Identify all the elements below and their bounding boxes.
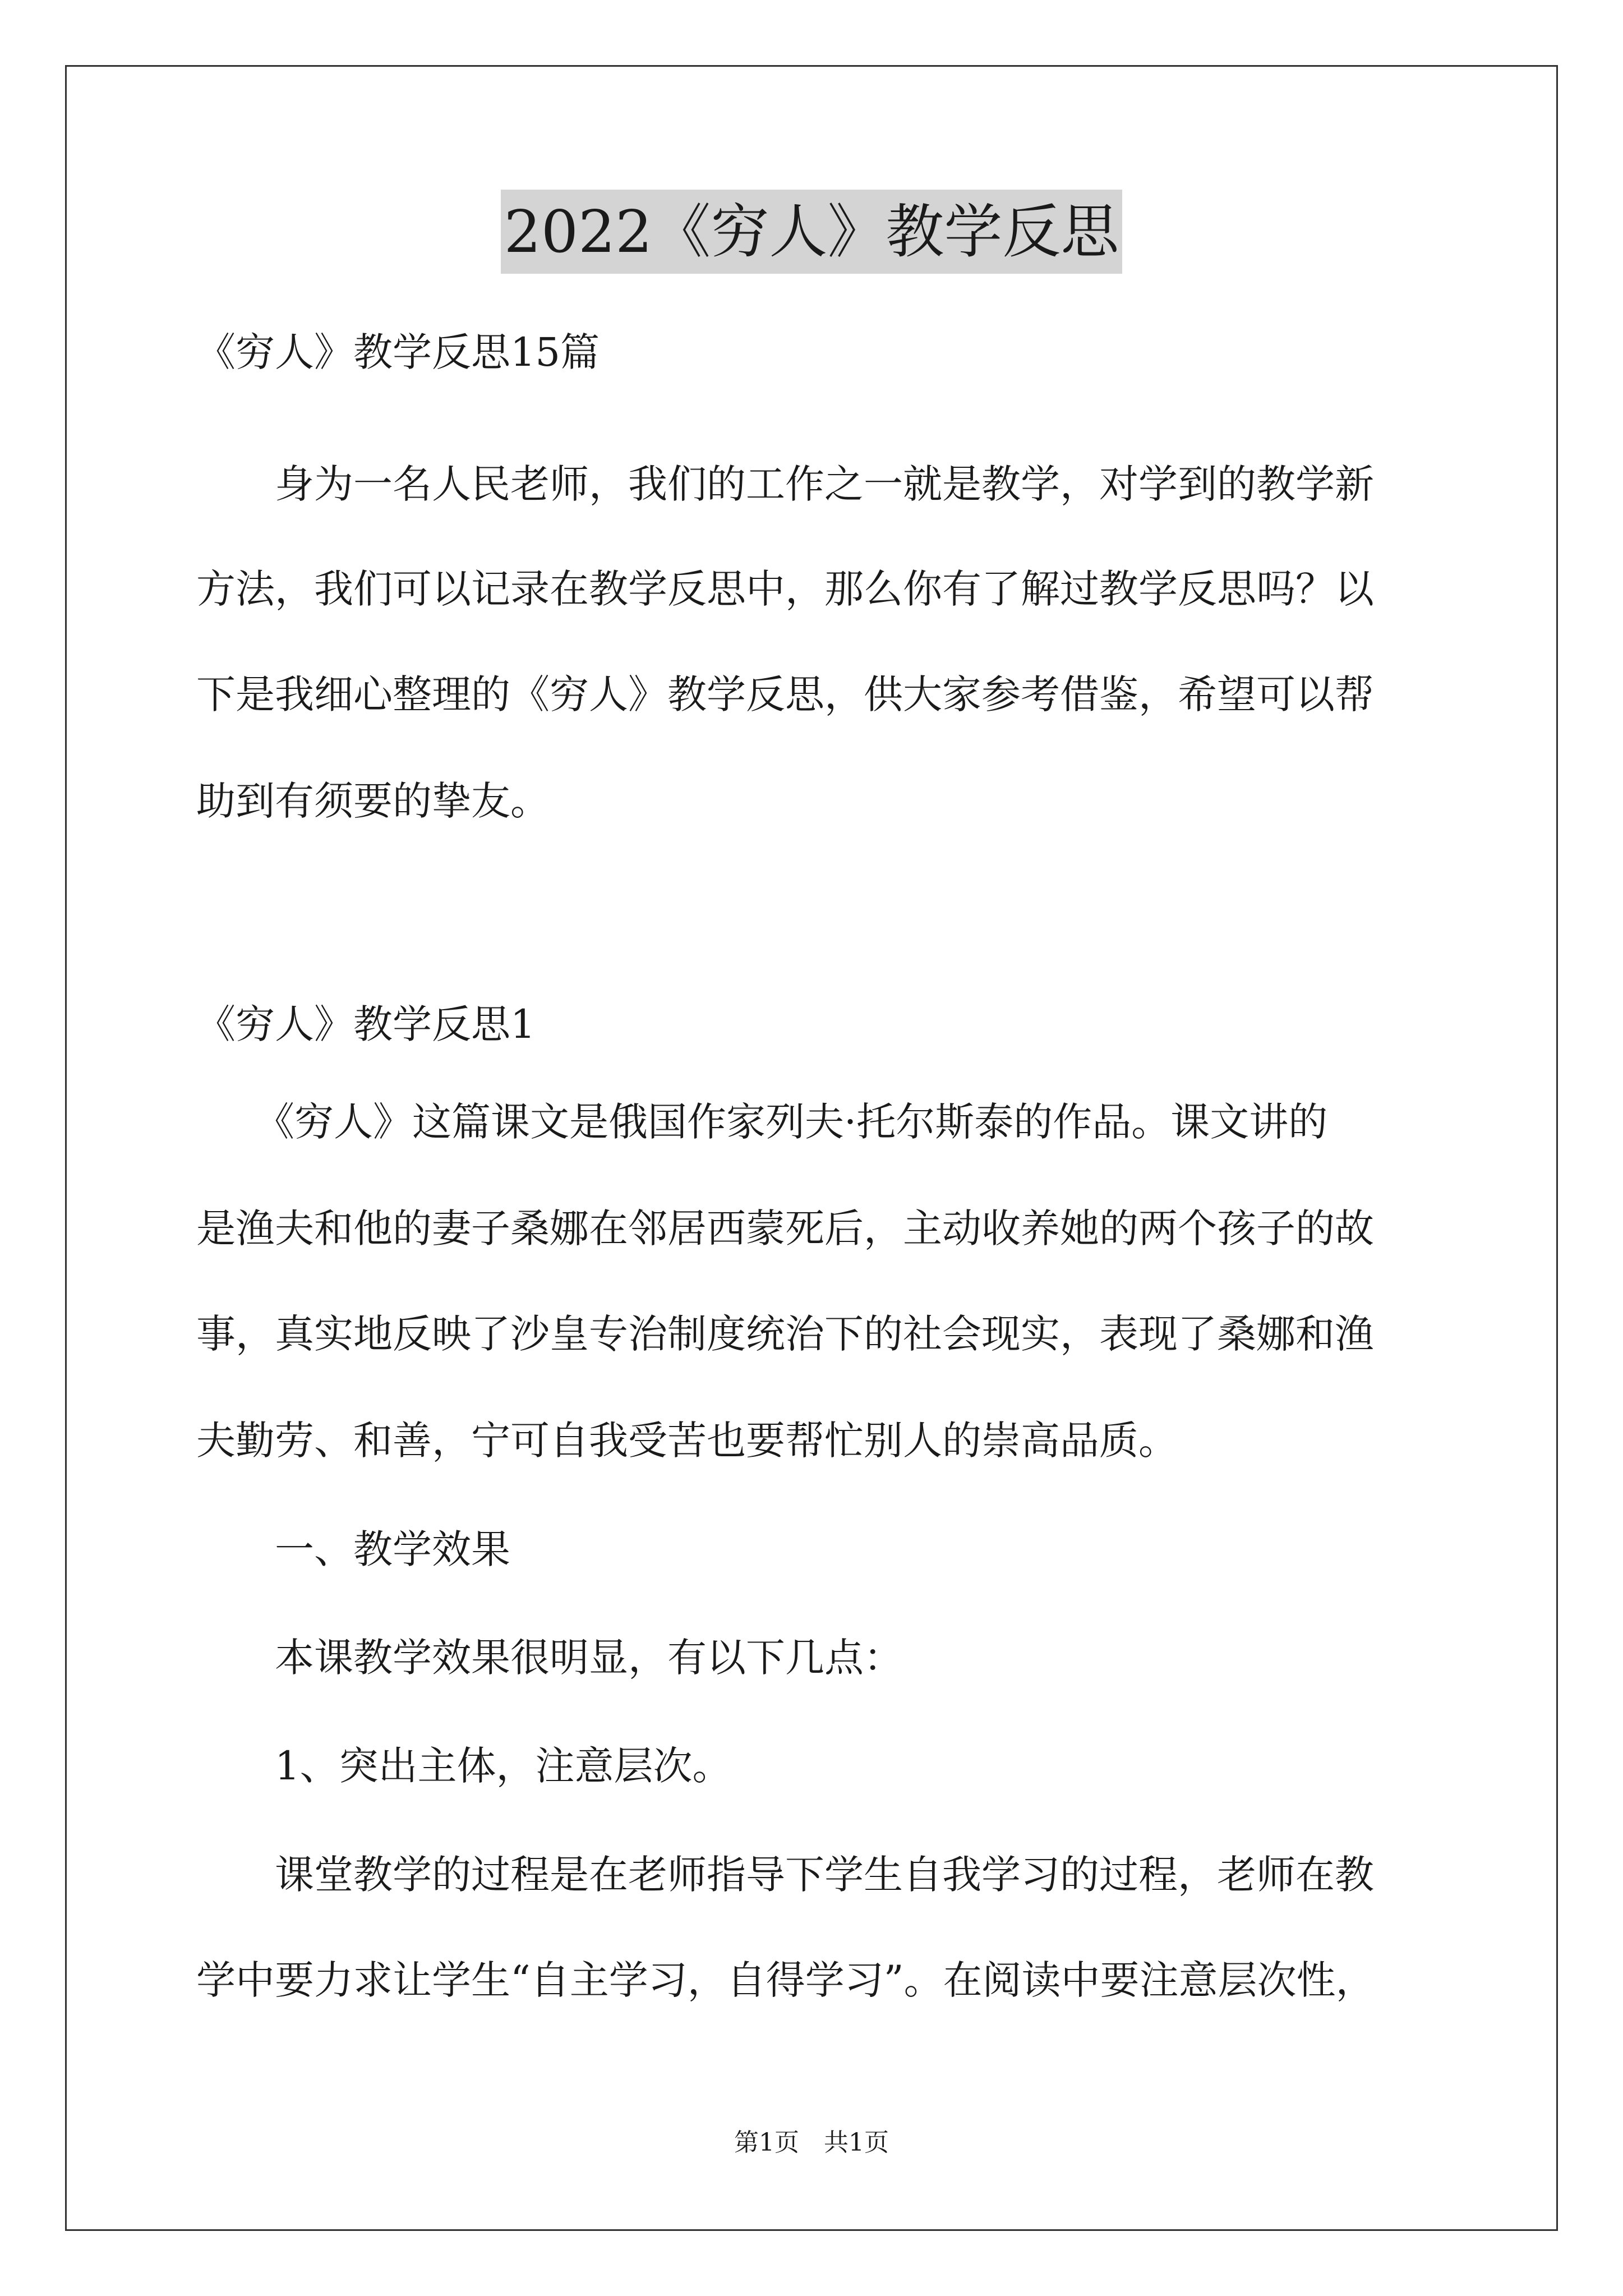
document-title: 2022《穷人》教学反思 [501,190,1123,274]
subheading-line: 一、教学效果 [196,1526,510,1572]
paragraph-line: 助到有须要的挚友。 [196,778,550,824]
section-heading: 《穷人》教学反思1 [196,1001,536,1047]
paragraph-line: 事，真实地反映了沙皇专治制度统治下的社会现实，表现了桑娜和渔 [196,1311,1374,1357]
paragraph-line: 《穷人》这篇课文是俄国作家列夫·托尔斯泰的作品。课文讲的 [196,1099,1328,1145]
paragraph-line: 是渔夫和他的妻子桑娜在邻居西蒙死后，主动收养她的两个孩子的故 [196,1205,1374,1251]
paragraph-line: 下是我细心整理的《穷人》教学反思，供大家参考借鉴，希望可以帮 [196,671,1374,717]
paragraph-line: 身为一名人民老师，我们的工作之一就是教学，对学到的教学新 [196,461,1374,507]
paragraph-line: 课堂教学的过程是在老师指导下学生自我学习的过程，老师在教 [196,1852,1374,1898]
page-footer: 第1页 共1页 [734,2128,889,2157]
title-area [0,190,1623,274]
paragraph-line: 方法，我们可以记录在教学反思中，那么你有了解过教学反思吗？以 [196,566,1374,612]
subtitle-line: 《穷人》教学反思15篇 [196,329,600,375]
paragraph-line: 学中要力求让学生“自主学习，自得学习”。在阅读中要注意层次性， [196,1957,1375,2003]
paragraph-line: 夫勤劳、和善，宁可自我受苦也要帮忙别人的崇高品质。 [196,1418,1178,1464]
list-item-line: 1、突出主体，注意层次。 [196,1743,732,1789]
paragraph-line: 本课教学效果很明显，有以下几点： [196,1635,903,1681]
